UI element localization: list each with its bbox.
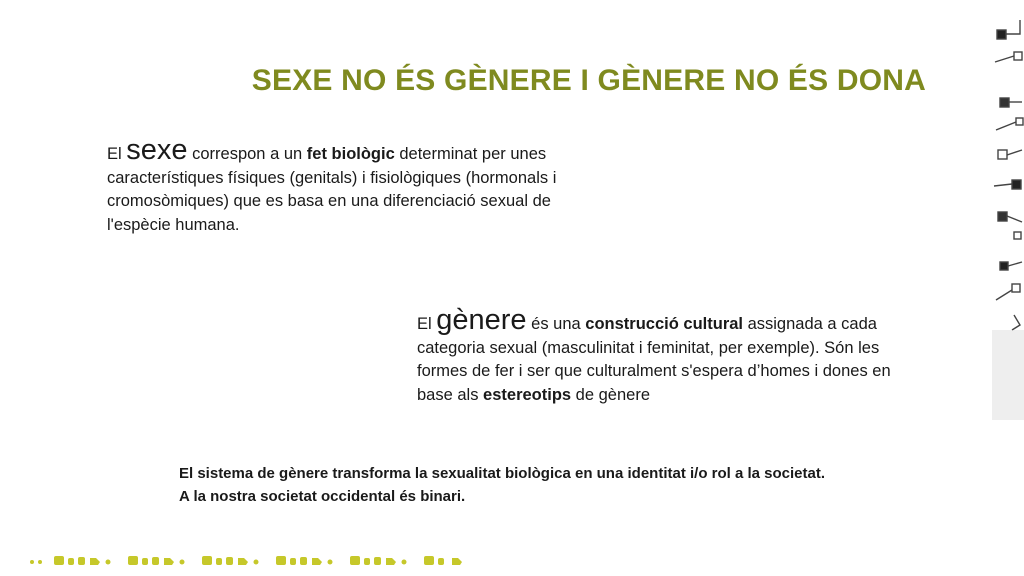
genere-text-2: assignada a cada categoria sexual (masculinitat i feminitat, per exemple). Són les formes de fer i ser que culturalment s'espera d’homes i dones en base als xyxy=(417,315,891,404)
slide-title: SEXE NO ÉS GÈNERE I GÈNERE NO ÉS DONA xyxy=(251,64,926,97)
genere-text-3: de gènere xyxy=(571,385,650,404)
system-line-1: El sistema de gènere transforma la sexualitat biològica en una identitat i/o rol a la societat. xyxy=(179,465,826,482)
yellow-stamp-pattern-icon xyxy=(28,548,468,570)
genere-text-1: és una xyxy=(526,315,586,333)
sexe-prefix: El xyxy=(107,145,127,163)
sexe-term: sexe xyxy=(126,134,188,166)
genere-term: gènere xyxy=(436,304,527,336)
sexe-definition xyxy=(107,134,597,237)
sexe-text-1: correspon a un xyxy=(187,145,307,163)
genere-bold-1: construcció cultural xyxy=(585,315,743,333)
genere-prefix: El xyxy=(417,315,437,333)
genere-definition xyxy=(417,304,897,407)
sexe-bold-1: fet biològic xyxy=(306,145,395,163)
gender-system-statement xyxy=(179,462,939,508)
genere-bold-2: estereotips xyxy=(483,385,572,404)
sexe-text-2: determinat per unes característiques físiques (genitals) i fisiològiques (hormonals i cromosòmiques) que es basa en una diferenciació sexual de l'espècie humana. xyxy=(107,145,557,234)
system-line-2: A la nostra societat occidental és binari. xyxy=(179,488,466,505)
stamp-pattern-icon xyxy=(992,0,1024,420)
